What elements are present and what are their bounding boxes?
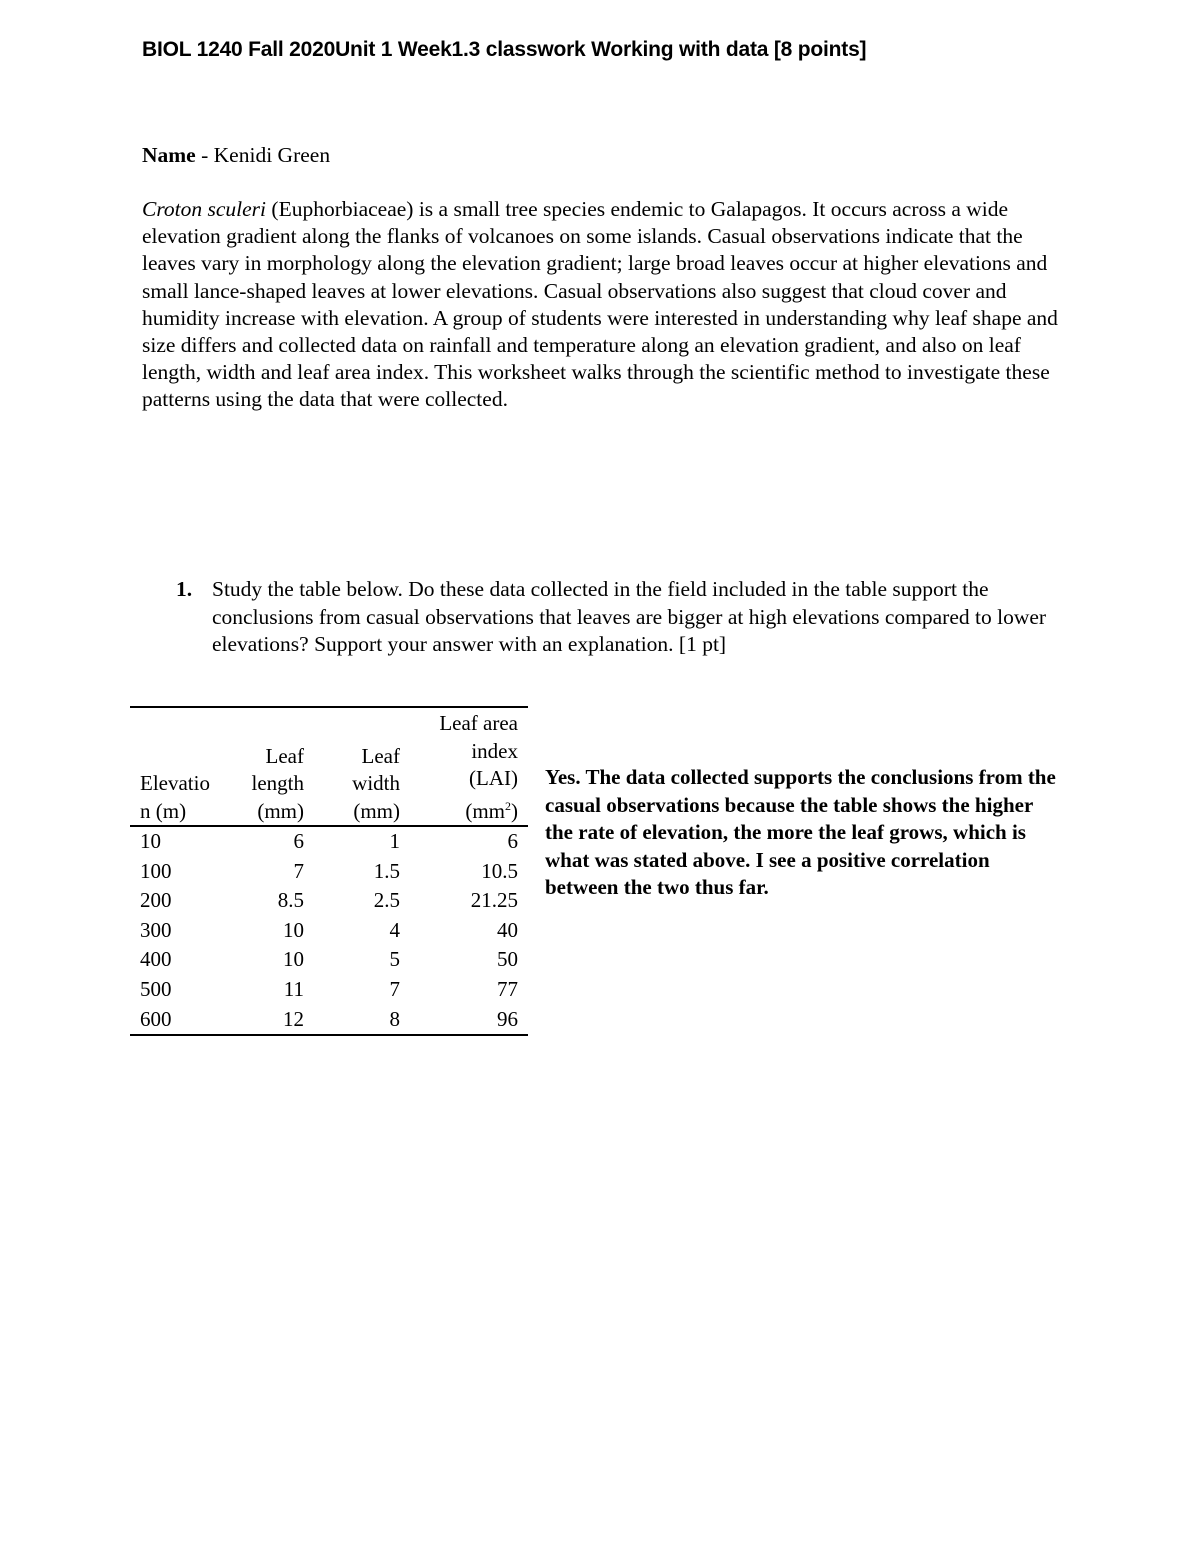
cell-length: 7 bbox=[293, 858, 304, 883]
question-number: 1. bbox=[176, 577, 193, 601]
intro-paragraph bbox=[142, 196, 1077, 414]
cell-lai: 21.25 bbox=[470, 888, 518, 913]
student-name: Kenidi Green bbox=[213, 143, 331, 167]
species-name: Croton sculeri bbox=[142, 197, 267, 221]
cell-length: 10 bbox=[283, 917, 304, 942]
cell-length: 8.5 bbox=[277, 888, 304, 913]
table-row bbox=[130, 1005, 528, 1036]
intro-text: (Euphorbiaceae) is a small tree species endemic to Galapagos. It occurs across a wide elevation gradient along the flanks of volcanoes on some islands. Casual observations indicate that the leaves vary in morphology along the elevation gradient; large broad leaves occur at higher elevations and small lance-shaped leaves at lower elevations. Casual observations also suggest that cloud cover and humidity increase with elevation. A group of students were interested in understanding why leaf shape and size differs and collected data on rainfall and temperature along an elevation gradient, and also on leaf length, width and leaf area index. This worksheet walks through the scientific method to investigate these patterns using the data that were collected. bbox=[142, 197, 1058, 412]
leaf-data-table bbox=[130, 706, 528, 1036]
cell-width: 1.5 bbox=[373, 858, 400, 883]
cell-width: 2.5 bbox=[373, 888, 400, 913]
header-leaf-width: Leaf width (mm) bbox=[314, 707, 410, 826]
name-label: Name bbox=[142, 143, 196, 167]
question-1 bbox=[176, 576, 1056, 659]
cell-lai: 50 bbox=[497, 947, 518, 972]
cell-elevation: 600 bbox=[140, 1006, 172, 1031]
cell-width: 1 bbox=[389, 829, 400, 853]
table-row bbox=[130, 857, 528, 887]
cell-elevation: 300 bbox=[140, 917, 172, 942]
table-row bbox=[130, 886, 528, 916]
cell-length: 12 bbox=[283, 1006, 304, 1031]
cell-width: 7 bbox=[389, 976, 400, 1001]
header-leaf-area-index: Leaf area index (LAI) $(mm^2)$ bbox=[410, 707, 528, 826]
cell-lai: 6 bbox=[507, 829, 518, 853]
student-name-line bbox=[142, 143, 330, 168]
table-row bbox=[130, 945, 528, 975]
cell-length: 11 bbox=[283, 976, 304, 1001]
question-text: Study the table below. Do these data collected in the field included in the table support the conclusions from casual observations that leaves are bigger at high elevations compared to lower elevations? Support your answer with an explanation. [1 pt] bbox=[212, 577, 1047, 656]
table-row bbox=[130, 916, 528, 946]
cell-width: 8 bbox=[389, 1006, 400, 1031]
header-leaf-length: Leaf length (mm) bbox=[222, 707, 314, 826]
cell-elevation: 200 bbox=[140, 888, 172, 913]
cell-width: 4 bbox=[389, 917, 400, 942]
header-elevation: Elevatio n (m) bbox=[130, 707, 222, 826]
cell-length: 6 bbox=[293, 829, 304, 853]
cell-length: 10 bbox=[283, 947, 304, 972]
cell-elevation: 100 bbox=[140, 858, 172, 883]
cell-elevation: 500 bbox=[140, 976, 172, 1001]
cell-elevation: 10 bbox=[140, 829, 161, 853]
student-answer: Yes. The data collected supports the conclusions from the casual observations because the table shows the higher the rate of elevation, the more the leaf grows, which is what was stated above. I see a positive correlation between the two thus far. bbox=[545, 765, 1056, 899]
cell-lai: 10.5 bbox=[481, 858, 518, 883]
table-row bbox=[130, 826, 528, 857]
cell-lai: 96 bbox=[497, 1006, 518, 1031]
table-row bbox=[130, 975, 528, 1005]
page-title: BIOL 1240 Fall 2020Unit 1 Week1.3 classwork Working with data [8 points] bbox=[142, 38, 867, 61]
cell-lai: 77 bbox=[497, 976, 518, 1001]
name-separator: - bbox=[195, 143, 214, 167]
table-header-row bbox=[130, 707, 528, 826]
cell-width: 5 bbox=[389, 947, 400, 972]
cell-lai: 40 bbox=[497, 917, 518, 942]
cell-elevation: 400 bbox=[140, 947, 172, 972]
